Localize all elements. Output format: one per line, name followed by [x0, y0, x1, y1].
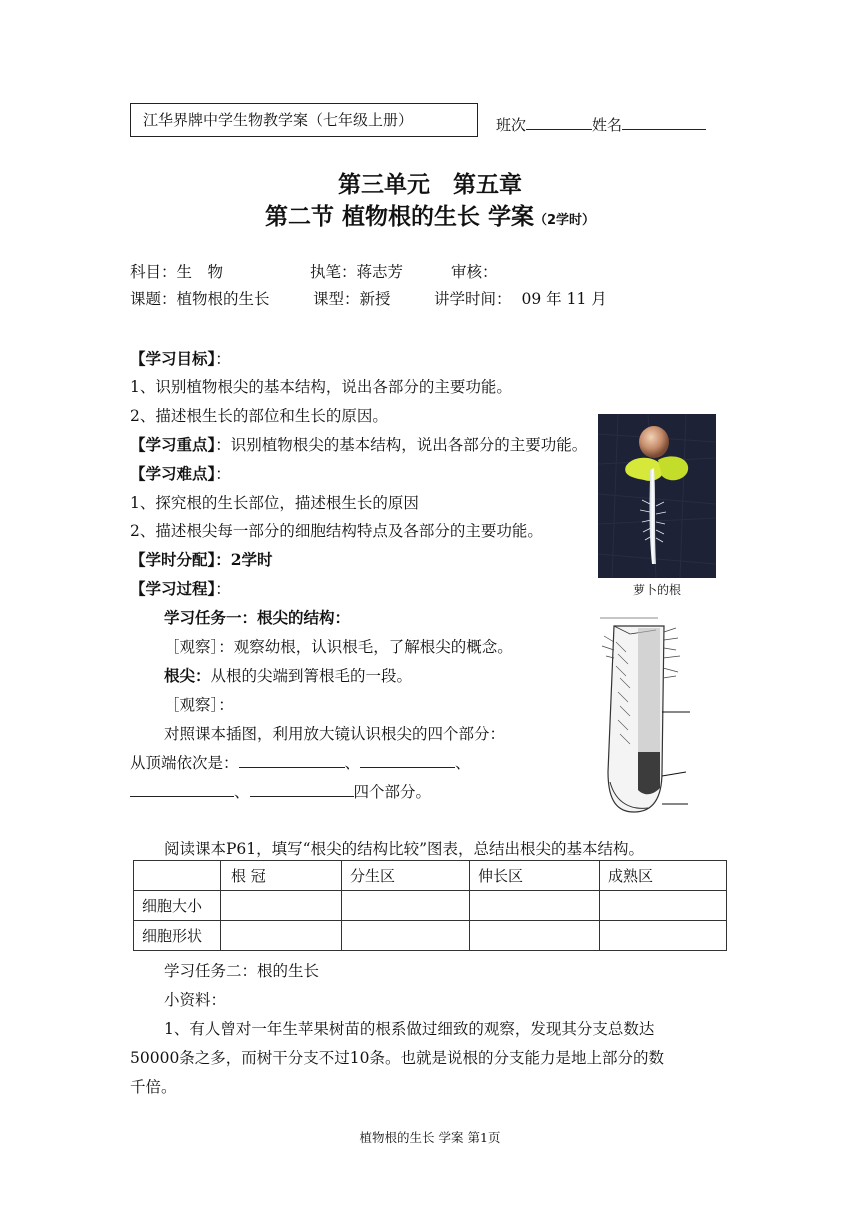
- reading-instruction: 阅读课本P61，填写“根尖的结构比较”图表，总结出根尖的基本结构。: [164, 840, 645, 858]
- subject-label: 科目：: [130, 263, 177, 281]
- material-para-line-3: 千倍。: [130, 1078, 177, 1096]
- table-cell[interactable]: [600, 921, 727, 951]
- compare-text: 对照课本插图，利用放大镜认识根尖的四个部分：: [164, 725, 506, 743]
- table-cell[interactable]: [342, 921, 470, 951]
- table-row: [134, 891, 727, 921]
- root-tip-definition: [164, 662, 412, 690]
- table-cell[interactable]: [221, 921, 342, 951]
- difficulty-2: 2、描述根尖每一部分的细胞结构特点及各部分的主要功能。: [130, 522, 543, 540]
- process-heading: [130, 575, 231, 603]
- table-header-cell: [134, 861, 221, 891]
- table-cell[interactable]: [470, 921, 600, 951]
- difficulty-colon: ：: [215, 465, 231, 483]
- page-footer: 植物根的生长 学案 第1页: [359, 1130, 501, 1145]
- order-line: [130, 749, 471, 777]
- table-header-cell: 伸长区: [470, 861, 600, 891]
- root-tip-text: 从根的尖端到箐根毛的一段。: [210, 667, 413, 685]
- section-title-hours: （2学时）: [533, 213, 596, 228]
- table-header-row: [134, 861, 727, 891]
- root-tip-comparison-table: [133, 860, 727, 951]
- focus-heading: 【学习重点】: [130, 435, 216, 454]
- time-label: 讲学时间：: [434, 290, 512, 308]
- material-para-line-2: 50000条之多，而树干分支不过10条。也就是说根的分支能力是地上部分的数: [130, 1049, 665, 1067]
- observe-1: ［观察］：观察幼根，认识根毛，了解根尖的概念。: [164, 638, 513, 656]
- table-cell[interactable]: [470, 891, 600, 921]
- table-header-cell: 成熟区: [600, 861, 727, 891]
- root-tip-label: 根尖：: [164, 666, 211, 685]
- task-2-title: 学习任务二：根的生长: [164, 962, 320, 980]
- objectives-heading: [130, 345, 231, 373]
- focus-text: ：识别植物根尖的基本结构，说出各部分的主要功能。: [215, 436, 588, 454]
- table-cell[interactable]: [221, 891, 342, 921]
- table-row-label: 细胞大小: [134, 891, 221, 921]
- type-value: 新授: [359, 290, 391, 308]
- section-title: [0, 198, 860, 231]
- name-blank[interactable]: [622, 113, 706, 130]
- separator-3: 、: [234, 783, 250, 801]
- topic-label: 课题：: [130, 290, 177, 308]
- class-name-line: [496, 113, 706, 135]
- time-alloc-heading: 【学时分配】: [130, 550, 216, 569]
- time-value: 09 年 11 月: [521, 290, 607, 308]
- objective-1: 1、识别植物根尖的基本结构，说出各部分的主要功能。: [130, 378, 512, 396]
- class-blank[interactable]: [526, 113, 592, 130]
- author-label: 执笔：: [310, 263, 357, 281]
- time-alloc: [130, 546, 273, 574]
- process-heading-text: 【学习过程】: [130, 579, 216, 598]
- difficulty-heading: [130, 460, 231, 488]
- school-title: 江华界牌中学生物教学案（七年级上册）: [143, 111, 414, 129]
- author: [310, 258, 403, 286]
- subject-value: 生 物: [176, 263, 224, 281]
- unit-chapter-title: 第三单元 第五章: [338, 172, 522, 198]
- lesson-type: [313, 285, 391, 313]
- name-label: 姓名: [592, 116, 623, 134]
- review-label: 审核：: [451, 263, 498, 281]
- part-blank-1[interactable]: [239, 751, 345, 768]
- school-title-box: [130, 103, 478, 137]
- author-value: 蒋志芳: [356, 263, 404, 281]
- focus-line: [130, 431, 598, 459]
- topic: [130, 285, 270, 313]
- table-row-label: 细胞形状: [134, 921, 221, 951]
- order-text: 从顶端依次是：: [130, 754, 239, 772]
- part-blank-4[interactable]: [250, 780, 354, 797]
- time-alloc-value: ：2学时: [215, 550, 273, 569]
- separator-1: 、: [344, 754, 361, 772]
- four-parts-text: 四个部分。: [353, 783, 432, 801]
- radish-caption: 萝卜的根: [632, 583, 681, 597]
- task-1-title: 学习任务一：根尖的结构：: [164, 608, 351, 627]
- lecture-time: [434, 285, 607, 313]
- table-row: [134, 921, 727, 951]
- objective-2: 2、描述根生长的部位和生长的原因。: [130, 407, 388, 425]
- type-label: 课型：: [313, 290, 360, 308]
- table-cell[interactable]: [600, 891, 727, 921]
- table-cell[interactable]: [342, 891, 470, 921]
- difficulty-1: 1、探究根的生长部位，描述根生长的原因: [130, 494, 419, 512]
- process-colon: ：: [215, 580, 231, 598]
- objectives-colon: ：: [215, 350, 231, 368]
- part-blank-3[interactable]: [130, 780, 234, 797]
- material-label: 小资料：: [164, 991, 227, 1009]
- material-para-line-1: 1、有人曾对一年生苹果树苗的根系做过细致的观察，发现其分支总数达: [164, 1020, 655, 1038]
- radish-root-photo: [598, 414, 716, 578]
- topic-value: 植物根的生长: [176, 290, 270, 308]
- part-blank-2[interactable]: [360, 751, 455, 768]
- meta-line-1: [130, 258, 223, 286]
- table-header-cell: 根 冠: [221, 861, 342, 891]
- root-tip-diagram: [596, 612, 692, 818]
- observe-2: ［观察］：: [164, 696, 234, 714]
- order-line-2: [130, 778, 431, 806]
- objectives-heading-text: 【学习目标】: [130, 349, 216, 368]
- separator-2: 、: [455, 754, 471, 772]
- class-label: 班次: [496, 116, 527, 134]
- table-header-cell: 分生区: [342, 861, 470, 891]
- section-title-main: 第二节 植物根的生长 学案: [264, 204, 534, 230]
- difficulty-heading-text: 【学习难点】: [130, 464, 216, 483]
